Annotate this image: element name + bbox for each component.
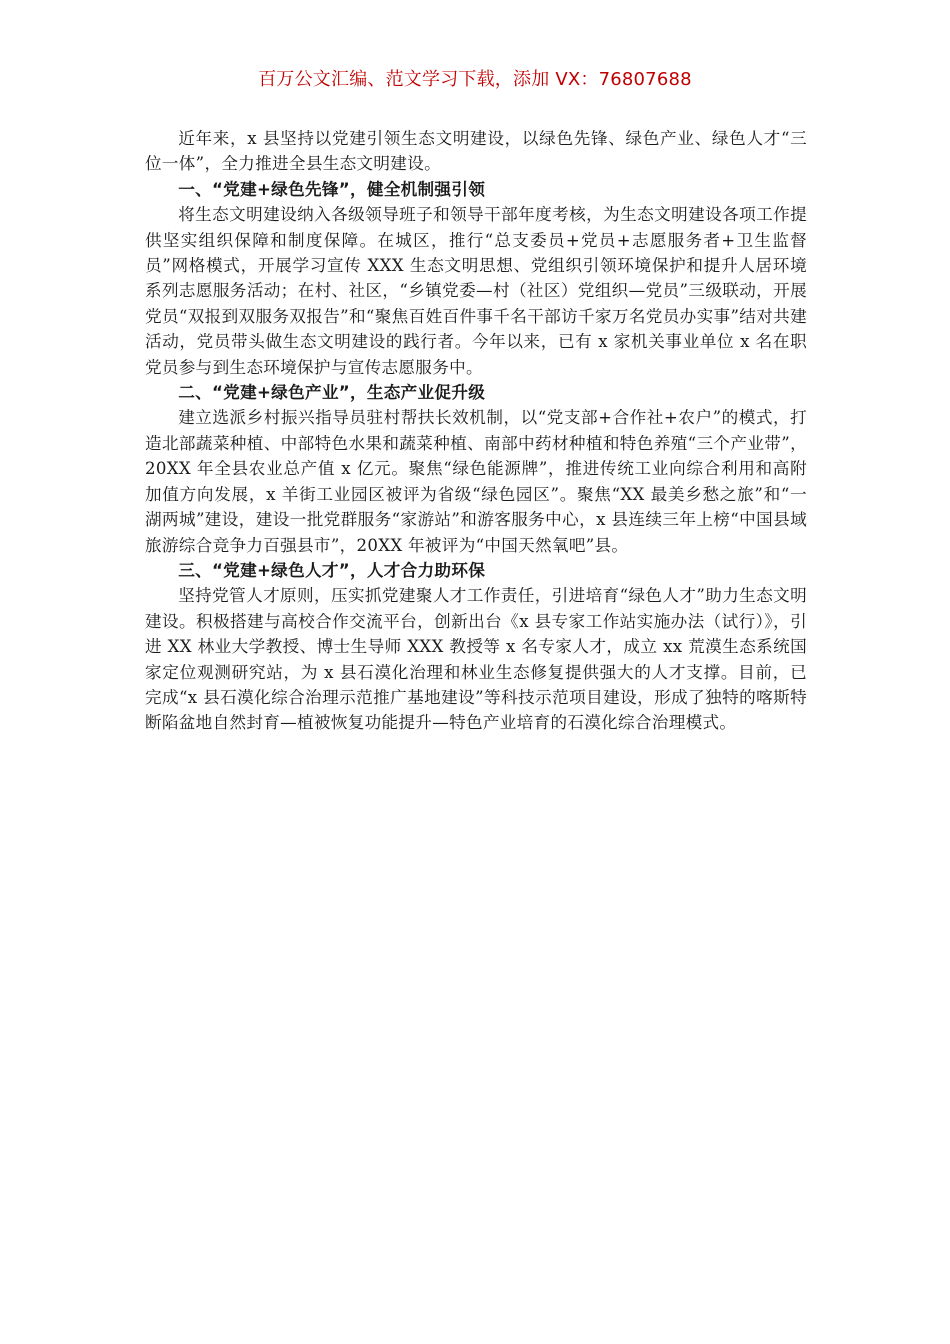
section-heading-1: 一、“党建+绿色先锋”，健全机制强引领 xyxy=(178,179,486,199)
watermark-banner: 百万公文汇编、范文学习下载，添加 VX：76807688 xyxy=(258,69,692,90)
section-heading-2: 二、“党建+绿色产业”，生态产业促升级 xyxy=(178,383,486,403)
article-body xyxy=(145,126,807,736)
section-heading-3: 三、“党建+绿色人才”，人才合力助环保 xyxy=(178,560,486,580)
section-paragraph-3: 坚持党管人才原则，压实抓党建聚人才工作责任，引进培育“绿色人才”助力生态文明建设。积极搭建与高校合作交流平台，创新出台《x 县专家工作站实施办法（试行）》，引进 XX 林业大学教授、博士生导师 XXX 教授等 x 名专家人才，成立 xx 荒漠生态系统国家定位观测研究站，为 x 县石漠化治理和林业生态修复提供强大的人才支撑。目前，已完成“x 县石漠化综合治理示范推广基地建设”等科技示范项目建设，形成了独特的喀斯特断陷盆地自然封育—植被恢复功能提升—特色产业培育的石漠化综合治理模式。 xyxy=(145,586,807,733)
intro-paragraph: 近年来，x 县坚持以党建引领生态文明建设，以绿色先锋、绿色产业、绿色人才“三位一体”，全力推进全县生态文明建设。 xyxy=(145,129,807,174)
section-paragraph-2: 建立选派乡村振兴指导员驻村帮扶长效机制，以“党支部+合作社+农户”的模式，打造北部蔬菜种植、中部特色水果和蔬菜种植、南部中药材种植和特色养殖“三个产业带”，20XX 年全县农业总产值 x 亿元。聚焦“绿色能源牌”，推进传统工业向综合利用和高附加值方向发展，x 羊街工业园区被评为省级“绿色园区”。聚焦“XX 最美乡愁之旅”和“一湖两城”建设，建设一批党群服务“家游站”和游客服务中心，x 县连续三年上榜“中国县域旅游综合竞争力百强县市”，20XX 年被评为“中国天然氧吧”县。 xyxy=(145,408,807,555)
section-paragraph-1: 将生态文明建设纳入各级领导班子和领导干部年度考核，为生态文明建设各项工作提供坚实组织保障和制度保障。在城区，推行“总支委员+党员+志愿服务者+卫生监督员”网格模式，开展学习宣传 XXX 生态文明思想、党组织引领环境保护和提升人居环境系列志愿服务活动；在村、社区，“乡镇党委—村（社区）党组织—党员”三级联动，开展党员“双报到双服务双报告”和“聚焦百姓百件事千名干部访千家万名党员办实事”结对共建活动，党员带头做生态文明建设的践行者。今年以来，已有 x 家机关事业单位 x 名在职党员参与到生态环境保护与宣传志愿服务中。 xyxy=(145,205,807,377)
